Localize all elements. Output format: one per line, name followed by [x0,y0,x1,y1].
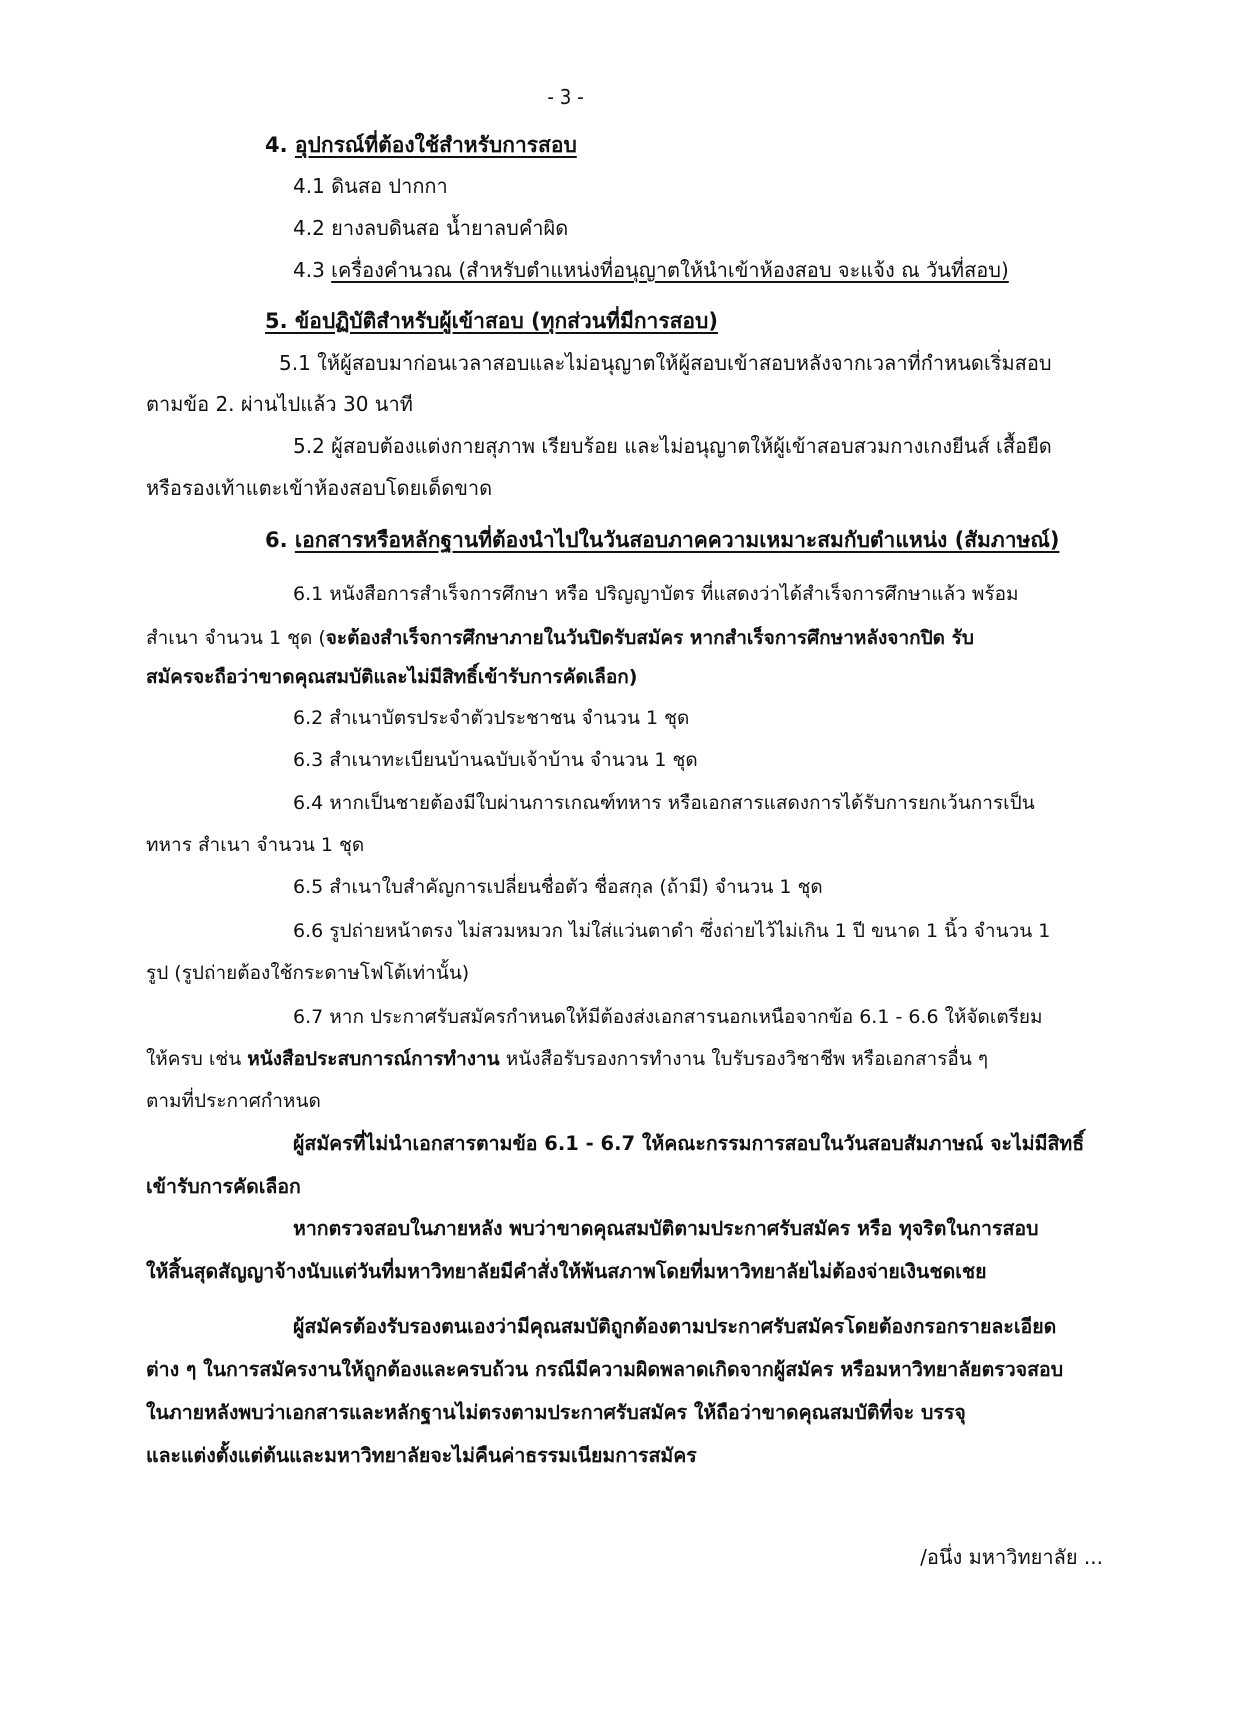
section5-item-1-line-2: ตามข้อ 2. ผ่านไปแล้ว 30 นาที [146,392,413,416]
section6-item-7-bold: หนังสือประสบการณ์การทำงาน [247,1048,500,1070]
section4-item-3-text: เครื่องคำนวณ (สำหรับตำแหน่งที่อนุญาตให้นำเข้าห้องสอบ จะแจ้ง ณ วันที่สอบ) [331,258,1009,282]
section6-item-1-line-1: 6.1 หนังสือการสำเร็จการศึกษา หรือ ปริญญาบัตร ที่แสดงว่าได้สำเร็จการศึกษาแล้ว พร้อม [293,583,1019,605]
section6-heading [265,520,1059,560]
section6-heading-text: เอกสารหรือหลักฐานที่ต้องนำไปในวันสอบภาคความเหมาะสมกับตำแหน่ง (สัมภาษณ์) [294,528,1060,552]
section4-item-2: 4.2 ยางลบดินสอ น้ำยาลบคำผิด [293,216,569,240]
notice-3-line-3: ในภายหลังพบว่าเอกสารและหลักฐานไม่ตรงตามประกาศรับสมัคร ให้ถือว่าขาดคุณสมบัติที่จะ บรรจุ [146,1401,966,1424]
section5-heading: 5. ข้อปฏิบัติสำหรับผู้เข้าสอบ (ทุกส่วนที่มีการสอบ) [265,309,718,333]
section6-item-7-line-3: ตามที่ประกาศกำหนด [146,1090,321,1112]
section4-heading [265,125,577,165]
section5-item-2-line-1: 5.2 ผู้สอบต้องแต่งกายสุภาพ เรียบร้อย และไม่อนุญาตให้ผู้เข้าสอบสวมกางเกงยีนส์ เสื้อยืด [293,434,1052,458]
section6-item-4-line-2: ทหาร สำเนา จำนวน 1 ชุด [146,834,365,856]
section6-item-1-line-3: สมัครจะถือว่าขาดคุณสมบัติและไม่มีสิทธิ์เข้ารับการคัดเลือก) [146,666,638,688]
notice-2-line-1: หากตรวจสอบในภายหลัง พบว่าขาดคุณสมบัติตามประกาศรับสมัคร หรือ ทุจริตในการสอบ [293,1217,1039,1240]
section6-item-7-line-2 [146,1039,988,1079]
section6-item-2: 6.2 สำเนาบัตรประจำตัวประชาชน จำนวน 1 ชุด [293,707,690,729]
section6-item-6-line-1: 6.6 รูปถ่ายหน้าตรง ไม่สวมหมวก ไม่ใส่แว่นตาดำ ซึ่งถ่ายไว้ไม่เกิน 1 ปี ขนาด 1 นิ้ว จำนวน 1 [293,920,1051,942]
section6-item-7-line-1: 6.7 หาก ประกาศรับสมัครกำหนดให้มีต้องส่งเอกสารนอกเหนือจากข้อ 6.1 - 6.6 ให้จัดเตรียม [293,1006,1043,1028]
section5-item-2-line-2: หรือรองเท้าแตะเข้าห้องสอบโดยเด็ดขาด [146,476,493,500]
section5-item-1-line-1: 5.1 ให้ผู้สอบมาก่อนเวลาสอบและไม่อนุญาตให้ผู้สอบเข้าสอบหลังจากเวลาที่กำหนดเริ่มสอบ [279,351,1052,375]
section6-item-3: 6.3 สำเนาทะเบียนบ้านฉบับเจ้าบ้าน จำนวน 1 ชุด [293,749,698,771]
notice-3-line-2: ต่าง ๆ ในการสมัครงานให้ถูกต้องและครบถ้วน กรณีมีความผิดพลาดเกิดจากผู้สมัคร หรือมหาวิทยาลัยตรวจสอบ [146,1358,1064,1381]
notice-2-line-2: ให้สิ้นสุดสัญญาจ้างนับแต่วันที่มหาวิทยาลัยมีคำสั่งให้พ้นสภาพโดยที่มหาวิทยาลัยไม่ต้องจ่ายเงินชดเชย [146,1260,987,1283]
notice-1-line-1: ผู้สมัครที่ไม่นำเอกสารตามข้อ 6.1 - 6.7 ให้คณะกรรมการสอบในวันสอบสัมภาษณ์ จะไม่มีสิทธิ์ [293,1132,1085,1155]
section4-item-1: 4.1 ดินสอ ปากกา [293,174,448,198]
notice-1-line-2: เข้ารับการคัดเลือก [146,1175,301,1198]
section6-heading-number: 6. [265,528,288,552]
section6-item-1-bold: จะต้องสำเร็จการศึกษาภายในวันปิดรับสมัคร หากสำเร็จการศึกษาหลังจากปิด รับ [325,627,974,649]
page-number: - 3 - [547,85,584,109]
continuation-note: /อนึ่ง มหาวิทยาลัย ... [920,1545,1103,1569]
section6-item-7-plain-b: หนังสือรับรองการทำงาน ใบรับรองวิชาชีพ หรือเอกสารอื่น ๆ [499,1048,989,1070]
section6-item-4-line-1: 6.4 หากเป็นชายต้องมีใบผ่านการเกณฑ์ทหาร หรือเอกสารแสดงการได้รับการยกเว้นการเป็น [293,792,1035,814]
section4-heading-text: อุปกรณ์ที่ต้องใช้สำหรับการสอบ [294,133,577,157]
notice-3-line-4: และแต่งตั้งแต่ต้นและมหาวิทยาลัยจะไม่คืนค่าธรรมเนียมการสมัคร [146,1444,697,1467]
section6-item-6-line-2: รูป (รูปถ่ายต้องใช้กระดาษโฟโต้เท่านั้น) [146,962,470,984]
section4-heading-number: 4. [265,133,288,157]
section6-item-5: 6.5 สำเนาใบสำคัญการเปลี่ยนชื่อตัว ชื่อสกุล (ถ้ามี) จำนวน 1 ชุด [293,876,823,898]
section6-item-7-plain-a: ให้ครบ เช่น [146,1048,248,1070]
section4-item-3 [293,250,1009,290]
notice-3-line-1: ผู้สมัครต้องรับรองตนเองว่ามีคุณสมบัติถูกต้องตามประกาศรับสมัครโดยต้องกรอกรายละเอียด [293,1315,1057,1338]
section6-item-1-line-2 [146,618,974,658]
section6-item-1-plain: สำเนา จำนวน 1 ชุด ( [146,627,326,649]
section4-item-3-number: 4.3 [293,258,332,282]
